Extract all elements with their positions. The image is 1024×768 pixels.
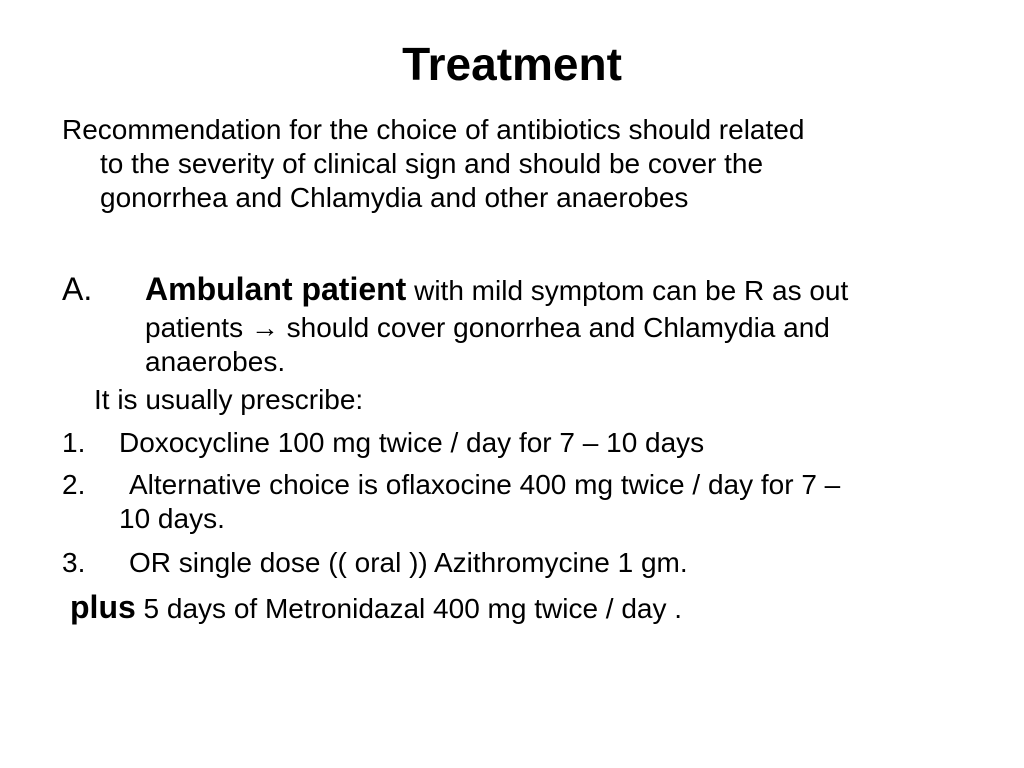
list-item-number: 1. xyxy=(62,427,86,458)
section-a-first-line xyxy=(145,269,975,311)
intro-paragraph xyxy=(62,113,982,215)
section-a-marker: A. xyxy=(62,271,93,307)
plus-text: 5 days of Metronidazal 400 mg twice / day . xyxy=(135,593,683,624)
intro-line-2: to the severity of clinical sign and should be cover the xyxy=(100,148,764,179)
slide-title: Treatment xyxy=(402,38,622,90)
section-a-heading: Ambulant patient xyxy=(145,271,407,307)
list-item-text: Doxocycline 100 mg twice / day for 7 – 10 days xyxy=(119,427,705,458)
list-item-text: Alternative choice is oflaxocine 400 mg twice / day for 7 – xyxy=(129,469,841,500)
section-a-text-3: anaerobes. xyxy=(145,346,286,377)
section-a-text-1: with mild symptom can be R as out xyxy=(406,275,849,306)
intro-line-3: gonorrhea and Chlamydia and other anaerobes xyxy=(100,182,689,213)
plus-keyword: plus xyxy=(70,589,136,625)
plus-line xyxy=(70,590,682,626)
intro-line-1: Recommendation for the choice of antibiotics should related xyxy=(62,114,805,145)
list-item-text-continued: 10 days. xyxy=(119,503,225,534)
list-item-text: OR single dose (( oral )) Azithromycine 1 gm. xyxy=(129,547,688,578)
section-a-content xyxy=(145,269,975,379)
usually-prescribe-text: It is usually prescribe: xyxy=(94,384,364,415)
list-item-number: 2. xyxy=(62,469,86,500)
list-item-number: 3. xyxy=(62,547,86,578)
section-a-text-2: patients → should cover gonorrhea and Chlamydia and xyxy=(145,312,830,343)
